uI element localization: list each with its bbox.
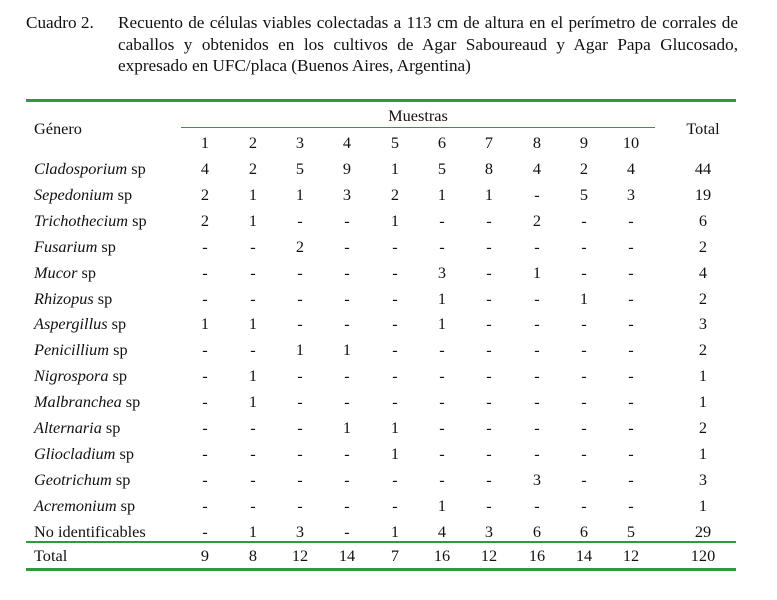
count-cell: -	[581, 418, 587, 437]
column-total-cell: 16	[528, 546, 546, 565]
count-cell: -	[392, 495, 398, 515]
sample-number-header: 7	[484, 133, 494, 152]
sample-number-header: 9	[579, 133, 589, 152]
genus-cell	[34, 211, 147, 231]
genus-cell	[34, 159, 146, 179]
count-cell: -	[297, 418, 303, 437]
count-cell: 3	[626, 184, 636, 204]
row-total-cell: 1	[698, 495, 708, 515]
count-cell: 1	[579, 288, 589, 308]
count-cell: -	[581, 443, 587, 463]
count-cell: -	[628, 495, 634, 515]
genus-name: Mucor	[34, 262, 78, 282]
genus-cell	[34, 392, 140, 412]
count-cell: 1	[437, 314, 447, 334]
count-cell: 1	[390, 418, 400, 437]
genus-name: Sepedonium	[34, 184, 114, 204]
genus-cell	[34, 314, 126, 334]
genus-name: Nigrospora	[34, 366, 109, 386]
column-total-cell: 9	[200, 546, 210, 565]
sample-number-header: 1	[200, 133, 210, 152]
count-cell: -	[581, 366, 587, 386]
count-cell: -	[250, 495, 256, 515]
count-cell: -	[297, 210, 303, 230]
sample-number-header: 5	[390, 133, 400, 152]
count-cell: -	[581, 392, 587, 412]
count-cell: -	[392, 366, 398, 386]
count-cell: -	[486, 210, 492, 230]
count-cell: -	[202, 366, 208, 386]
count-cell: 5	[437, 159, 447, 178]
sample-number-header: 10	[622, 133, 640, 152]
genus-cell	[34, 366, 127, 386]
column-total-cell: 14	[338, 546, 356, 565]
genus-cell	[34, 289, 112, 309]
count-cell: 1	[295, 184, 305, 204]
genus-suffix: sp	[107, 314, 127, 334]
count-cell: 4	[437, 521, 447, 541]
count-cell: 1	[484, 184, 494, 204]
count-cell: -	[202, 288, 208, 308]
row-total-cell: 1	[698, 392, 708, 412]
count-cell: -	[344, 521, 350, 541]
genus-suffix: sp	[128, 210, 147, 230]
count-cell: -	[392, 392, 398, 412]
count-cell: -	[202, 262, 208, 282]
count-cell: -	[202, 392, 208, 412]
total-row-label: Total	[34, 546, 68, 565]
row-total-cell: 1	[698, 366, 708, 386]
count-cell: -	[297, 288, 303, 308]
table-caption	[26, 12, 738, 77]
genus-name: Gliocladium	[34, 443, 116, 463]
genus-cell	[34, 237, 116, 257]
count-cell: -	[486, 469, 492, 489]
row-total-cell: 2	[698, 236, 708, 256]
row-total-cell: 6	[698, 210, 708, 230]
column-total-cell: 12	[291, 546, 309, 565]
genus-name: Geotrichum	[34, 469, 112, 489]
count-cell: -	[250, 418, 256, 437]
genus-suffix: sp	[93, 288, 113, 308]
count-cell: -	[534, 314, 540, 334]
count-cell: 1	[437, 184, 447, 204]
count-cell: 2	[295, 236, 305, 256]
row-total-cell: 3	[698, 469, 708, 489]
genus-suffix: sp	[109, 340, 128, 360]
count-cell: -	[392, 314, 398, 334]
row-total-cell: 2	[698, 418, 708, 437]
count-cell: -	[297, 495, 303, 515]
count-cell: -	[202, 495, 208, 515]
column-total-cell: 8	[248, 546, 258, 565]
row-total-cell: 29	[694, 521, 712, 541]
count-cell: -	[534, 495, 540, 515]
count-cell: -	[534, 340, 540, 360]
count-cell: -	[534, 392, 540, 412]
count-cell: -	[581, 469, 587, 489]
count-cell: -	[344, 366, 350, 386]
count-cell: -	[581, 236, 587, 256]
count-cell: 2	[200, 184, 210, 204]
count-cell: -	[297, 262, 303, 282]
column-total-cell: 7	[390, 546, 400, 565]
count-cell: -	[202, 521, 208, 541]
count-cell: -	[344, 236, 350, 256]
count-cell: -	[628, 340, 634, 360]
count-cell: -	[534, 184, 540, 204]
count-cell: -	[534, 418, 540, 437]
count-cell: 9	[342, 159, 352, 178]
genus-suffix: sp	[108, 366, 128, 386]
count-cell: 1	[248, 184, 258, 204]
count-cell: -	[486, 366, 492, 386]
genus-suffix: sp	[77, 262, 96, 282]
count-cell: 3	[484, 521, 494, 541]
genus-suffix: sp	[115, 443, 134, 463]
genus-name: Fusarium	[34, 236, 98, 256]
genus-name: Cladosporium	[34, 159, 128, 178]
count-cell: 6	[579, 521, 589, 541]
sample-number-header: 6	[437, 133, 447, 152]
count-cell: -	[534, 443, 540, 463]
count-cell: -	[392, 262, 398, 282]
count-cell: -	[486, 392, 492, 412]
count-cell: 2	[532, 210, 542, 230]
count-cell: -	[486, 314, 492, 334]
count-cell: -	[439, 443, 445, 463]
count-cell: 5	[295, 159, 305, 178]
count-cell: -	[202, 340, 208, 360]
count-cell: -	[202, 443, 208, 463]
genus-suffix: No identificables	[34, 521, 146, 541]
count-cell: -	[534, 236, 540, 256]
count-cell: -	[534, 366, 540, 386]
count-cell: -	[628, 210, 634, 230]
count-cell: 1	[248, 521, 258, 541]
count-cell: 1	[342, 340, 352, 360]
count-cell: -	[297, 443, 303, 463]
count-cell: -	[486, 288, 492, 308]
count-cell: -	[344, 469, 350, 489]
count-cell: 1	[248, 314, 258, 334]
genus-cell	[34, 470, 130, 490]
genus-suffix: sp	[127, 159, 146, 178]
count-cell: -	[628, 262, 634, 282]
row-total-cell: 3	[698, 314, 708, 334]
row-total-cell: 1	[698, 443, 708, 463]
count-cell: -	[344, 392, 350, 412]
genus-suffix: sp	[111, 469, 131, 489]
count-cell: 2	[390, 184, 400, 204]
count-cell: -	[344, 262, 350, 282]
genus-name: Aspergillus	[34, 314, 108, 334]
column-total-cell: 16	[433, 546, 451, 565]
count-cell: -	[344, 495, 350, 515]
count-cell: -	[581, 314, 587, 334]
count-cell: -	[628, 418, 634, 437]
count-cell: 1	[390, 210, 400, 230]
row-total-cell: 2	[698, 340, 708, 360]
count-cell: 3	[295, 521, 305, 541]
count-cell: 2	[248, 159, 258, 178]
grand-total-cell: 120	[690, 546, 716, 565]
count-cell: 8	[484, 159, 494, 178]
count-cell: -	[628, 314, 634, 334]
count-cell: 1	[390, 443, 400, 463]
count-cell: -	[439, 469, 445, 489]
genus-cell	[34, 522, 146, 542]
count-cell: -	[202, 469, 208, 489]
count-cell: 3	[342, 184, 352, 204]
count-cell: 1	[437, 495, 447, 515]
count-cell: -	[250, 236, 256, 256]
count-cell: 1	[295, 340, 305, 360]
genus-header: Género	[34, 119, 82, 138]
count-cell: 2	[200, 210, 210, 230]
count-cell: 3	[532, 469, 542, 489]
genus-name: Trichothecium	[34, 210, 129, 230]
column-total-cell: 14	[575, 546, 593, 565]
genus-suffix: sp	[101, 418, 121, 437]
count-cell: -	[392, 340, 398, 360]
row-total-cell: 44	[694, 159, 712, 178]
genus-name: Acremonium	[34, 495, 117, 515]
count-cell: 4	[532, 159, 542, 178]
genus-cell	[34, 185, 132, 205]
genus-name: Rhizopus	[34, 288, 94, 308]
count-cell: -	[344, 288, 350, 308]
count-cell: -	[628, 392, 634, 412]
count-cell: 2	[579, 159, 589, 178]
count-cell: -	[581, 262, 587, 282]
count-cell: 6	[532, 521, 542, 541]
count-cell: -	[392, 236, 398, 256]
count-cell: -	[628, 469, 634, 489]
count-cell: -	[439, 340, 445, 360]
count-cell: -	[628, 236, 634, 256]
column-total-cell: 12	[480, 546, 498, 565]
count-cell: -	[439, 210, 445, 230]
count-cell: -	[628, 366, 634, 386]
count-cell: -	[250, 262, 256, 282]
genus-suffix: sp	[97, 236, 116, 256]
count-cell: 1	[437, 288, 447, 308]
count-cell: -	[250, 340, 256, 360]
row-total-cell: 19	[694, 184, 712, 204]
sample-number-header: 8	[532, 133, 542, 152]
table-bottom-rule	[26, 568, 736, 571]
genus-cell	[34, 496, 135, 516]
count-cell: 1	[342, 418, 352, 437]
count-cell: -	[486, 418, 492, 437]
count-cell: 1	[200, 314, 210, 334]
genus-name: Penicillium	[34, 340, 110, 360]
count-cell: -	[439, 392, 445, 412]
column-total-cell: 12	[622, 546, 640, 565]
genus-suffix: sp	[113, 184, 133, 204]
count-cell: 5	[579, 184, 589, 204]
count-cell: -	[439, 366, 445, 386]
genus-cell	[34, 263, 96, 283]
count-cell: -	[628, 288, 634, 308]
count-cell: -	[250, 469, 256, 489]
genus-name: Malbranchea	[34, 392, 122, 412]
genus-cell	[34, 418, 120, 438]
count-cell: -	[392, 288, 398, 308]
count-cell: 4	[626, 159, 636, 178]
count-cell: 4	[200, 159, 210, 178]
count-cell: -	[202, 418, 208, 437]
table-top-rule	[26, 99, 736, 102]
count-cell: -	[486, 495, 492, 515]
samples-header: Muestras	[388, 106, 448, 125]
caption-label: Cuadro 2.	[26, 13, 94, 32]
count-cell: -	[439, 236, 445, 256]
count-cell: -	[250, 288, 256, 308]
row-total-cell: 4	[698, 262, 708, 282]
count-cell: -	[202, 236, 208, 256]
count-cell: -	[297, 469, 303, 489]
count-cell: -	[297, 366, 303, 386]
count-cell: -	[581, 495, 587, 515]
total-header: Total	[686, 119, 720, 138]
count-cell: -	[297, 314, 303, 334]
row-total-cell: 2	[698, 288, 708, 308]
count-cell: -	[581, 210, 587, 230]
genus-suffix: sp	[121, 392, 141, 412]
count-cell: -	[439, 418, 445, 437]
count-cell: -	[344, 443, 350, 463]
genus-name: Alternaria	[34, 418, 102, 437]
count-cell: 1	[532, 262, 542, 282]
count-cell: -	[297, 392, 303, 412]
count-cell: 1	[248, 366, 258, 386]
count-cell: -	[344, 314, 350, 334]
count-cell: -	[486, 236, 492, 256]
samples-header-rule	[181, 127, 655, 128]
count-cell: 1	[390, 159, 400, 178]
sample-number-header: 2	[248, 133, 258, 152]
count-cell: 1	[248, 210, 258, 230]
count-cell: -	[344, 210, 350, 230]
count-cell: -	[581, 340, 587, 360]
sample-number-header: 4	[342, 133, 352, 152]
count-cell: -	[392, 469, 398, 489]
sample-number-header: 3	[295, 133, 305, 152]
count-cell: 5	[626, 521, 636, 541]
count-cell: 1	[390, 521, 400, 541]
count-cell: -	[486, 262, 492, 282]
count-cell: -	[628, 443, 634, 463]
genus-cell	[34, 444, 134, 464]
count-cell: 3	[437, 262, 447, 282]
caption-text: Recuento de células viables colectadas a 113 cm de altura en el perímetro de corrales de caballos y obtenidos en los cultivos de Agar Saboureaud y Agar Papa Glucosado, expresado en UFC/placa (Buenos Aires, Argentina)	[118, 13, 738, 75]
count-cell: -	[250, 443, 256, 463]
count-cell: -	[486, 340, 492, 360]
genus-cell	[34, 340, 128, 360]
count-cell: 1	[248, 392, 258, 412]
genus-suffix: sp	[116, 495, 136, 515]
count-cell: -	[534, 288, 540, 308]
count-cell: -	[486, 443, 492, 463]
